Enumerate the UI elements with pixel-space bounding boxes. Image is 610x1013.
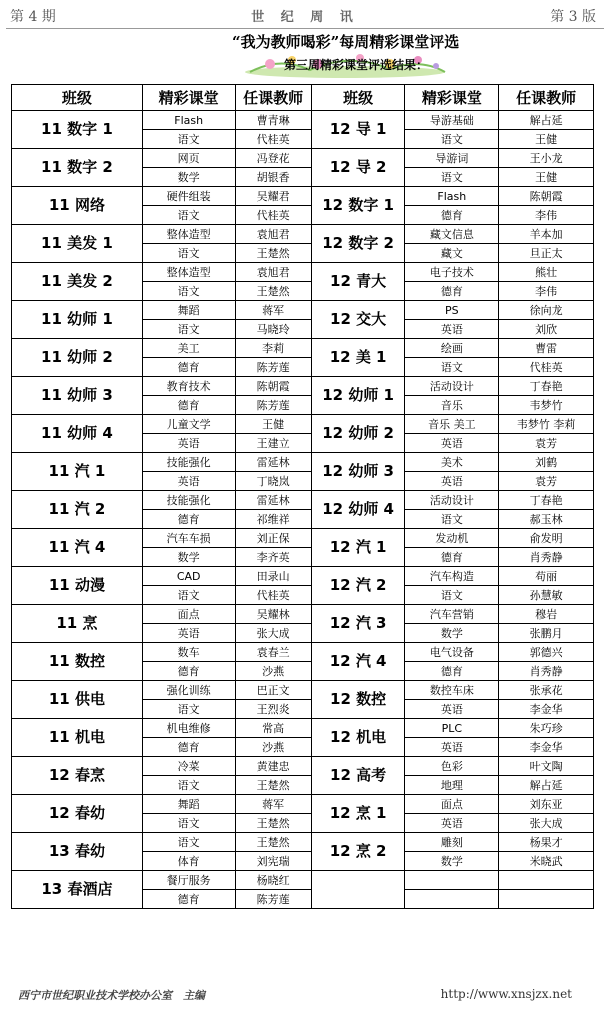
- class-name-cell: 11 供电: [12, 681, 143, 719]
- course-cell: 电子技术: [405, 263, 499, 282]
- course-cell: 音乐 美工: [405, 415, 499, 434]
- teacher-cell: 孙慧敏: [499, 586, 594, 605]
- course-cell: 技能强化: [142, 453, 235, 472]
- teacher-cell: 旦正太: [499, 244, 594, 263]
- teacher-cell: [499, 890, 594, 909]
- course-cell: [405, 871, 499, 890]
- teacher-cell: 蒋军: [235, 795, 311, 814]
- table-row: [12, 605, 594, 624]
- course-cell: 英语: [405, 738, 499, 757]
- course-cell: 语文: [142, 586, 235, 605]
- course-cell: 冷菜: [142, 757, 235, 776]
- teacher-cell: 张大成: [235, 624, 311, 643]
- class-name-cell: [311, 871, 405, 909]
- class-name-cell: 12 汽 1: [311, 529, 405, 567]
- results-table: [11, 84, 594, 909]
- course-cell: 技能强化: [142, 491, 235, 510]
- class-name-cell: 11 数字 1: [12, 111, 143, 149]
- course-cell: 汽车营销: [405, 605, 499, 624]
- table-row: [12, 529, 594, 548]
- teacher-cell: 胡银香: [235, 168, 311, 187]
- course-cell: 语文: [405, 510, 499, 529]
- teacher-cell: 李金华: [499, 700, 594, 719]
- course-cell: 语文: [405, 358, 499, 377]
- class-name-cell: 12 青大: [311, 263, 405, 301]
- course-cell: 体育: [142, 852, 235, 871]
- course-cell: 语文: [142, 206, 235, 225]
- class-name-cell: 13 春幼: [12, 833, 143, 871]
- page-subtitle: 第三周精彩课堂评选结果：: [284, 58, 429, 72]
- teacher-cell: 俞发明: [499, 529, 594, 548]
- course-cell: 整体造型: [142, 263, 235, 282]
- course-cell: 德育: [405, 282, 499, 301]
- teacher-cell: 李齐英: [235, 548, 311, 567]
- course-cell: 语文: [142, 320, 235, 339]
- teacher-cell: 丁晓岚: [235, 472, 311, 491]
- class-name-cell: 13 春酒店: [12, 871, 143, 909]
- course-cell: 英语: [405, 434, 499, 453]
- course-cell: 英语: [405, 472, 499, 491]
- teacher-cell: 李莉: [235, 339, 311, 358]
- teacher-cell: 王建立: [235, 434, 311, 453]
- course-cell: Flash: [142, 111, 235, 130]
- teacher-cell: 王健: [499, 130, 594, 149]
- teacher-cell: 穆岩: [499, 605, 594, 624]
- class-name-cell: 12 汽 2: [311, 567, 405, 605]
- teacher-cell: 马晓玲: [235, 320, 311, 339]
- teacher-cell: 叶文陶: [499, 757, 594, 776]
- course-cell: 语文: [142, 833, 235, 852]
- table-row: [12, 339, 594, 358]
- class-name-cell: 11 幼师 4: [12, 415, 143, 453]
- class-name-cell: 11 幼师 2: [12, 339, 143, 377]
- teacher-cell: 王楚然: [235, 814, 311, 833]
- course-cell: PLC: [405, 719, 499, 738]
- course-cell: 德育: [142, 662, 235, 681]
- page-header: [0, 0, 610, 26]
- teacher-cell: 张大成: [499, 814, 594, 833]
- class-name-cell: 11 机电: [12, 719, 143, 757]
- course-cell: 语文: [405, 586, 499, 605]
- teacher-cell: 陈朝霞: [235, 377, 311, 396]
- class-name-cell: 11 汽 4: [12, 529, 143, 567]
- class-name-cell: 11 汽 1: [12, 453, 143, 491]
- teacher-cell: 王楚然: [235, 282, 311, 301]
- course-cell: 英语: [405, 814, 499, 833]
- teacher-cell: 袁旭君: [235, 263, 311, 282]
- table-row: [12, 681, 594, 700]
- course-cell: 导游基础: [405, 111, 499, 130]
- teacher-cell: 代桂英: [235, 586, 311, 605]
- table-row: [12, 491, 594, 510]
- teacher-cell: 郝玉林: [499, 510, 594, 529]
- table-row: [12, 567, 594, 586]
- course-cell: 面点: [405, 795, 499, 814]
- column-header: 任课教师: [499, 85, 594, 111]
- newsletter-name: 世 纪 周 讯: [251, 10, 359, 25]
- teacher-cell: 解占延: [499, 776, 594, 795]
- course-cell: 雕刻: [405, 833, 499, 852]
- teacher-cell: 刘正保: [235, 529, 311, 548]
- column-header: 班级: [311, 85, 405, 111]
- class-name-cell: 12 数字 1: [311, 187, 405, 225]
- course-cell: 语文: [142, 700, 235, 719]
- footer-url: http://www.xnsjzx.net: [440, 987, 572, 1001]
- table-row: [12, 871, 594, 890]
- course-cell: Flash: [405, 187, 499, 206]
- teacher-cell: 苟丽: [499, 567, 594, 586]
- course-cell: 语文: [142, 814, 235, 833]
- course-cell: 数学: [405, 624, 499, 643]
- course-cell: 数学: [142, 548, 235, 567]
- teacher-cell: 陈芳莲: [235, 890, 311, 909]
- class-name-cell: 12 幼师 2: [311, 415, 405, 453]
- course-cell: 汽车构造: [405, 567, 499, 586]
- teacher-cell: 王楚然: [235, 776, 311, 795]
- course-cell: 教育技术: [142, 377, 235, 396]
- teacher-cell: 黄建忠: [235, 757, 311, 776]
- teacher-cell: 刘东亚: [499, 795, 594, 814]
- class-name-cell: 12 幼师 3: [311, 453, 405, 491]
- course-cell: 机电维修: [142, 719, 235, 738]
- class-name-cell: 11 幼师 1: [12, 301, 143, 339]
- course-cell: 活动设计: [405, 377, 499, 396]
- page-title: “我为教师喝彩”每周精彩课堂评选: [232, 33, 460, 51]
- teacher-cell: 丁春艳: [499, 377, 594, 396]
- teacher-cell: 曹雷: [499, 339, 594, 358]
- header-divider: [6, 28, 604, 29]
- teacher-cell: 刘鹤: [499, 453, 594, 472]
- teacher-cell: 羊本加: [499, 225, 594, 244]
- course-cell: 汽车车损: [142, 529, 235, 548]
- teacher-cell: 陈朝霞: [499, 187, 594, 206]
- course-cell: 发动机: [405, 529, 499, 548]
- table-row: [12, 833, 594, 852]
- class-name-cell: 12 烹 1: [311, 795, 405, 833]
- course-cell: 语文: [405, 130, 499, 149]
- course-cell: 德育: [142, 358, 235, 377]
- teacher-cell: 陈芳莲: [235, 396, 311, 415]
- table-row: [12, 719, 594, 738]
- teacher-cell: 郭德兴: [499, 643, 594, 662]
- teacher-cell: 代桂英: [235, 130, 311, 149]
- course-cell: 强化训练: [142, 681, 235, 700]
- course-cell: 英语: [405, 700, 499, 719]
- class-name-cell: 11 幼师 3: [12, 377, 143, 415]
- teacher-cell: 雷延林: [235, 453, 311, 472]
- class-name-cell: 11 美发 1: [12, 225, 143, 263]
- teacher-cell: 张承花: [499, 681, 594, 700]
- course-cell: 英语: [405, 320, 499, 339]
- teacher-cell: 蒋军: [235, 301, 311, 320]
- teacher-cell: 米晓武: [499, 852, 594, 871]
- table-row: [12, 795, 594, 814]
- course-cell: PS: [405, 301, 499, 320]
- table-row: [12, 757, 594, 776]
- course-cell: [405, 890, 499, 909]
- class-name-cell: 11 数控: [12, 643, 143, 681]
- column-header: 精彩课堂: [142, 85, 235, 111]
- teacher-cell: 韦梦竹 李莉: [499, 415, 594, 434]
- class-name-cell: 11 数字 2: [12, 149, 143, 187]
- course-cell: 英语: [142, 624, 235, 643]
- course-cell: 美术: [405, 453, 499, 472]
- teacher-cell: 肖秀静: [499, 548, 594, 567]
- teacher-cell: 吴耀君: [235, 187, 311, 206]
- course-cell: 地理: [405, 776, 499, 795]
- course-cell: 网页: [142, 149, 235, 168]
- class-name-cell: 12 幼师 1: [311, 377, 405, 415]
- course-cell: 语文: [405, 168, 499, 187]
- teacher-cell: 王小龙: [499, 149, 594, 168]
- course-cell: 面点: [142, 605, 235, 624]
- course-cell: 数学: [142, 168, 235, 187]
- teacher-cell: 雷延林: [235, 491, 311, 510]
- class-name-cell: 11 动漫: [12, 567, 143, 605]
- course-cell: 舞蹈: [142, 301, 235, 320]
- table-row: [12, 453, 594, 472]
- teacher-cell: 丁春艳: [499, 491, 594, 510]
- course-cell: CAD: [142, 567, 235, 586]
- teacher-cell: 李伟: [499, 282, 594, 301]
- course-cell: 德育: [405, 548, 499, 567]
- course-cell: 舞蹈: [142, 795, 235, 814]
- teacher-cell: 袁芳: [499, 472, 594, 491]
- teacher-cell: 熊壮: [499, 263, 594, 282]
- class-name-cell: 11 网络: [12, 187, 143, 225]
- teacher-cell: 袁旭君: [235, 225, 311, 244]
- teacher-cell: 代桂英: [235, 206, 311, 225]
- course-cell: 美工: [142, 339, 235, 358]
- class-name-cell: 12 春烹: [12, 757, 143, 795]
- table-row: [12, 187, 594, 206]
- class-name-cell: 12 幼师 4: [311, 491, 405, 529]
- teacher-cell: 常高: [235, 719, 311, 738]
- course-cell: 数车: [142, 643, 235, 662]
- teacher-cell: 肖秀静: [499, 662, 594, 681]
- course-cell: 德育: [142, 738, 235, 757]
- teacher-cell: 王健: [235, 415, 311, 434]
- course-cell: 德育: [142, 510, 235, 529]
- class-name-cell: 12 春幼: [12, 795, 143, 833]
- column-header: 任课教师: [235, 85, 311, 111]
- page-number: 第 3 版: [550, 9, 596, 25]
- teacher-cell: 袁春兰: [235, 643, 311, 662]
- class-name-cell: 12 高考: [311, 757, 405, 795]
- class-name-cell: 12 交大: [311, 301, 405, 339]
- teacher-cell: 冯登花: [235, 149, 311, 168]
- column-header: 精彩课堂: [405, 85, 499, 111]
- class-name-cell: 12 机电: [311, 719, 405, 757]
- teacher-cell: [499, 871, 594, 890]
- course-cell: 数学: [405, 852, 499, 871]
- class-name-cell: 11 烹: [12, 605, 143, 643]
- course-cell: 英语: [142, 472, 235, 491]
- table-row: [12, 149, 594, 168]
- course-cell: 音乐: [405, 396, 499, 415]
- course-cell: 英语: [142, 434, 235, 453]
- class-name-cell: 12 汽 3: [311, 605, 405, 643]
- teacher-cell: 王健: [499, 168, 594, 187]
- table-row: [12, 225, 594, 244]
- table-body: [12, 111, 594, 909]
- course-cell: 硬件组装: [142, 187, 235, 206]
- table-row: [12, 301, 594, 320]
- course-cell: 语文: [142, 130, 235, 149]
- teacher-cell: 杨果才: [499, 833, 594, 852]
- class-name-cell: 11 美发 2: [12, 263, 143, 301]
- course-cell: 德育: [142, 890, 235, 909]
- course-cell: 藏文: [405, 244, 499, 263]
- class-name-cell: 12 汽 4: [311, 643, 405, 681]
- course-cell: 数控车床: [405, 681, 499, 700]
- teacher-cell: 徐向龙: [499, 301, 594, 320]
- table-header-row: [12, 85, 594, 111]
- teacher-cell: 刘宪瑞: [235, 852, 311, 871]
- course-cell: 电气设备: [405, 643, 499, 662]
- teacher-cell: 曹青琳: [235, 111, 311, 130]
- teacher-cell: 王烈炎: [235, 700, 311, 719]
- teacher-cell: 刘欣: [499, 320, 594, 339]
- course-cell: 色彩: [405, 757, 499, 776]
- teacher-cell: 袁芳: [499, 434, 594, 453]
- class-name-cell: 12 美 1: [311, 339, 405, 377]
- course-cell: 儿童文学: [142, 415, 235, 434]
- teacher-cell: 杨晓红: [235, 871, 311, 890]
- column-header: 班级: [12, 85, 143, 111]
- course-cell: 语文: [142, 282, 235, 301]
- course-cell: 德育: [142, 396, 235, 415]
- table-row: [12, 377, 594, 396]
- teacher-cell: 沙燕: [235, 738, 311, 757]
- course-cell: 活动设计: [405, 491, 499, 510]
- class-name-cell: 12 数字 2: [311, 225, 405, 263]
- course-cell: 导游词: [405, 149, 499, 168]
- table-row: [12, 643, 594, 662]
- teacher-cell: 沙燕: [235, 662, 311, 681]
- table-row: [12, 263, 594, 282]
- class-name-cell: 12 烹 2: [311, 833, 405, 871]
- course-cell: 绘画: [405, 339, 499, 358]
- teacher-cell: 朱巧珍: [499, 719, 594, 738]
- course-cell: 德育: [405, 206, 499, 225]
- teacher-cell: 陈芳莲: [235, 358, 311, 377]
- course-cell: 德育: [405, 662, 499, 681]
- teacher-cell: 代桂英: [499, 358, 594, 377]
- teacher-cell: 田录山: [235, 567, 311, 586]
- teacher-cell: 张鹏月: [499, 624, 594, 643]
- course-cell: 整体造型: [142, 225, 235, 244]
- course-cell: 语文: [142, 776, 235, 795]
- course-cell: 藏文信息: [405, 225, 499, 244]
- class-name-cell: 11 汽 2: [12, 491, 143, 529]
- teacher-cell: 解占延: [499, 111, 594, 130]
- course-cell: 餐厅服务: [142, 871, 235, 890]
- course-cell: 语文: [142, 244, 235, 263]
- class-name-cell: 12 导 1: [311, 111, 405, 149]
- table-row: [12, 111, 594, 130]
- teacher-cell: 王楚然: [235, 833, 311, 852]
- footer-publisher: 西宁市世纪职业技术学校办公室 主编: [18, 989, 205, 1002]
- teacher-cell: 吴耀林: [235, 605, 311, 624]
- teacher-cell: 王楚然: [235, 244, 311, 263]
- teacher-cell: 巴正文: [235, 681, 311, 700]
- class-name-cell: 12 数控: [311, 681, 405, 719]
- teacher-cell: 韦梦竹: [499, 396, 594, 415]
- table-row: [12, 415, 594, 434]
- teacher-cell: 祁维祥: [235, 510, 311, 529]
- teacher-cell: 李伟: [499, 206, 594, 225]
- class-name-cell: 12 导 2: [311, 149, 405, 187]
- teacher-cell: 李金华: [499, 738, 594, 757]
- issue-number: 第 4 期: [10, 9, 56, 25]
